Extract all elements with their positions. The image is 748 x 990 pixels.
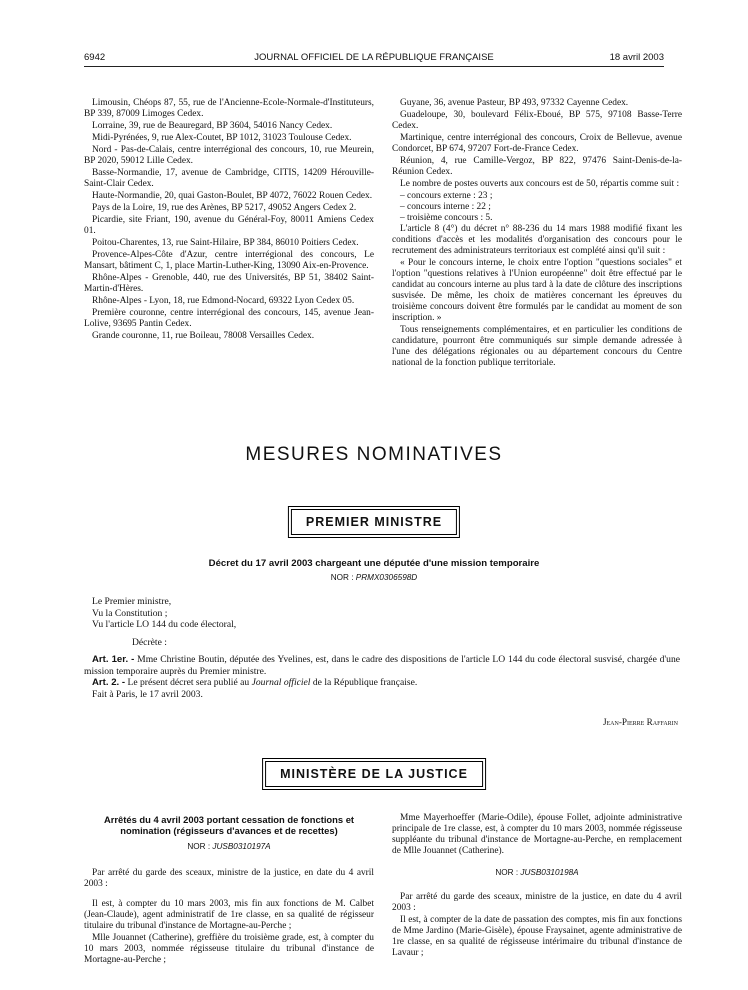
quoted-paragraph: « Pour le concours interne, le choix entre l'option "questions sociales" et l'option "questions relatives à l'Union européenne" doit être effectué par le candidat au concours interne au plus tard à la date de clôture des inscriptions susvisée. De même, les choix de matières concernant les épreuves du troisième concours doivent être formulés par le candidat au moment de son inscription. » <box>392 258 682 323</box>
article-1-text: Mme Christine Boutin, députée des Yvelines, est, dans le cadre des dispositions de l'article LO 144 du code électoral susvisé, chargée d'une mission temporaire auprès du Premier ministre. <box>84 654 680 677</box>
article-2-text-end: de la République française. <box>310 677 418 688</box>
address-paragraph: Limousin, Chéops 87, 55, rue de l'Ancienne-Ecole-Normale-d'Instituteurs, BP 339, 87009 Limoges Cedex. <box>84 98 374 119</box>
decree-nor <box>84 573 664 582</box>
address-paragraph: Réunion, 4, rue Camille-Vergoz, BP 822, 97476 Saint-Denis-de-la-Réunion Cedex. <box>392 156 682 177</box>
arrete-paragraph: Il est, à compter du 10 mars 2003, mis fin aux fonctions de M. Calbet (Jean-Claude), agent administratif de 1re classe, en sa qualité de régisseur titulaire du tribunal d'instance de Mortagne-au-Perche ; <box>84 899 374 931</box>
posts-list-item: – troisième concours : 5. <box>400 213 493 223</box>
address-paragraph: Lorraine, 39, rue de Beauregard, BP 3604, 54016 Nancy Cedex. <box>92 121 333 131</box>
address-paragraph: Provence-Alpes-Côte d'Azur, centre interrégional des concours, Le Mansart, bâtiment C, 1, place Martin-Luther-King, 13090 Aix-en-Provence. <box>84 250 374 271</box>
address-paragraph: Première couronne, centre interrégional des concours, 145, avenue Jean-Lolive, 93695 Pantin Cedex. <box>84 308 374 329</box>
left-column-addresses <box>84 98 374 343</box>
nor-code: PRMX0306598D <box>355 573 418 582</box>
address-paragraph: Guadeloupe, 30, boulevard Félix-Eboué, BP 575, 97108 Basse-Terre Cedex. <box>392 110 682 131</box>
posts-list-item: – concours interne : 22 ; <box>400 202 491 212</box>
address-paragraph: Guyane, 36, avenue Pasteur, BP 493, 97332 Cayenne Cedex. <box>400 98 629 108</box>
journal-title: JOURNAL OFFICIEL DE LA RÉPUBLIQUE FRANÇAISE <box>254 52 494 63</box>
arretes-right-column <box>392 813 682 960</box>
arrete-paragraph: Mlle Jouannet (Catherine), greffière du troisième grade, est, à compter du 10 mars 2003, nommée régisseuse titulaire du tribunal d'instance de Mortagne-au-Perche ; <box>84 933 374 965</box>
arretes-nor-2 <box>392 867 682 878</box>
right-column <box>392 98 682 370</box>
arrete-paragraph: Mme Mayerhoeffer (Marie-Odile), épouse Follet, adjointe administrative principale de 1re classe, est, à compter du 10 mars 2003, nommée régisseuse suppléante du tribunal d'instance de Mortagne-au-Perche, en remplacement de Mlle Jouannet (Catherine). <box>392 813 682 856</box>
address-paragraph: Rhône-Alpes - Lyon, 18, rue Edmond-Nocard, 69322 Lyon Cedex 05. <box>92 296 355 306</box>
arrete-paragraph: Par arrêté du garde des sceaux, ministre de la justice, en date du 4 avril 2003 : <box>392 892 682 913</box>
address-paragraph: Midi-Pyrénées, 9, rue Alex-Coutet, BP 1012, 31023 Toulouse Cedex. <box>92 133 352 143</box>
decree-body <box>84 596 680 700</box>
address-paragraph: Grande couronne, 11, rue Boileau, 78008 Versailles Cedex. <box>92 331 315 341</box>
signature: Jean-Pierre Raffarin <box>602 717 678 727</box>
nor-code: JUSB0310197A <box>212 842 271 851</box>
decree-line: Vu l'article LO 144 du code électoral, <box>92 619 237 630</box>
posts-list-item: – concours externe : 23 ; <box>400 191 493 201</box>
address-paragraph: Rhône-Alpes - Grenoble, 440, rue des Universités, BP 51, 38402 Saint-Martin-d'Hères. <box>84 273 374 294</box>
article-1 <box>84 654 680 677</box>
decree-line: Vu la Constitution ; <box>92 607 168 619</box>
arretes-title: Arrêtés du 4 avril 2003 portant cessation de fonctions et nomination (régisseurs d'avances et de recettes) <box>103 814 355 836</box>
posts-intro: Le nombre de postes ouverts aux concours est de 50, répartis comme suit : <box>400 179 680 189</box>
page-number: 6942 <box>84 52 106 63</box>
address-paragraph: Martinique, centre interrégional des concours, Croix de Bellevue, avenue Condorcet, BP 674, 97207 Fort-de-France Cedex. <box>392 133 682 154</box>
address-paragraph: Haute-Normandie, 20, quai Gaston-Boulet, BP 4072, 76022 Rouen Cedex. <box>92 191 373 201</box>
info-paragraph: Tous renseignements complémentaires, et en particulier les conditions de candidature, pourront être communiqués sur simple demande adressée à l'une des délégations régionales ou au département concours du Centre national de la fonction publique territoriale. <box>392 325 682 368</box>
nor-code: JUSB0310198A <box>520 868 579 877</box>
address-paragraph: Nord - Pas-de-Calais, centre interrégional des concours, 10, rue Meurein, BP 2020, 59012 Lille Cedex. <box>84 145 374 166</box>
ministry-name: MINISTÈRE DE LA JUSTICE <box>265 761 483 787</box>
journal-officiel-ref: Journal officiel <box>251 677 311 688</box>
arretes-nor-1 <box>84 842 374 851</box>
address-paragraph: Picardie, site Friant, 190, avenue du Général-Foy, 80011 Amiens Cedex 01. <box>84 215 374 236</box>
posts-list <box>392 191 682 224</box>
article-1-label: Art. 1er. - <box>92 654 135 665</box>
ministry-box-premier-ministre <box>288 506 460 538</box>
article-2-label: Art. 2. - <box>92 677 126 688</box>
header-rule <box>84 66 664 67</box>
nor-label: NOR : <box>495 868 521 877</box>
article-paragraph: L'article 8 (4°) du décret n° 88-236 du 14 mars 1988 modifié fixant les conditions d'accès et les modalités d'organisation des concours pour le recrutement des administrateurs territoriaux est complété ainsi qu'il suit : <box>392 224 682 256</box>
address-paragraph: Pays de la Loire, 19, rue des Arènes, BP 5217, 49052 Angers Cedex 2. <box>92 203 357 213</box>
arretes-left-column <box>84 868 374 967</box>
nor-label: NOR : <box>330 573 356 582</box>
decree-title: Décret du 17 avril 2003 chargeant une députée d'une mission temporaire <box>208 558 540 569</box>
decree-decrete: Décrète : <box>132 636 167 648</box>
nor-label: NOR : <box>187 842 213 851</box>
address-paragraph: Basse-Normandie, 17, avenue de Cambridge, CITIS, 14209 Hérouville-Saint-Clair Cedex. <box>84 168 374 189</box>
arrete-paragraph: Par arrêté du garde des sceaux, ministre de la justice, en date du 4 avril 2003 : <box>84 868 374 889</box>
section-title: MESURES NOMINATIVES <box>245 444 503 465</box>
page-header <box>84 52 664 66</box>
arrete-paragraph: Il est, à compter de la date de passation des comptes, mis fin aux fonctions de Mme Jardino (Marie-Gisèle), épouse Fraysainet, agente administrative de 1re classe, en sa qualité de régisseuse intérimaire du tribunal d'instance de Lavaur ; <box>392 915 682 958</box>
article-2-text: Le présent décret sera publié au <box>125 677 252 688</box>
address-paragraph: Poitou-Charentes, 13, rue Saint-Hilaire, BP 384, 86010 Poitiers Cedex. <box>92 238 359 248</box>
article-2 <box>84 677 680 689</box>
decree-line: Le Premier ministre, <box>92 596 172 607</box>
done-at: Fait à Paris, le 17 avril 2003. <box>92 688 203 700</box>
ministry-box-justice <box>262 758 486 790</box>
issue-date: 18 avril 2003 <box>609 52 664 63</box>
ministry-name: PREMIER MINISTRE <box>291 509 457 535</box>
